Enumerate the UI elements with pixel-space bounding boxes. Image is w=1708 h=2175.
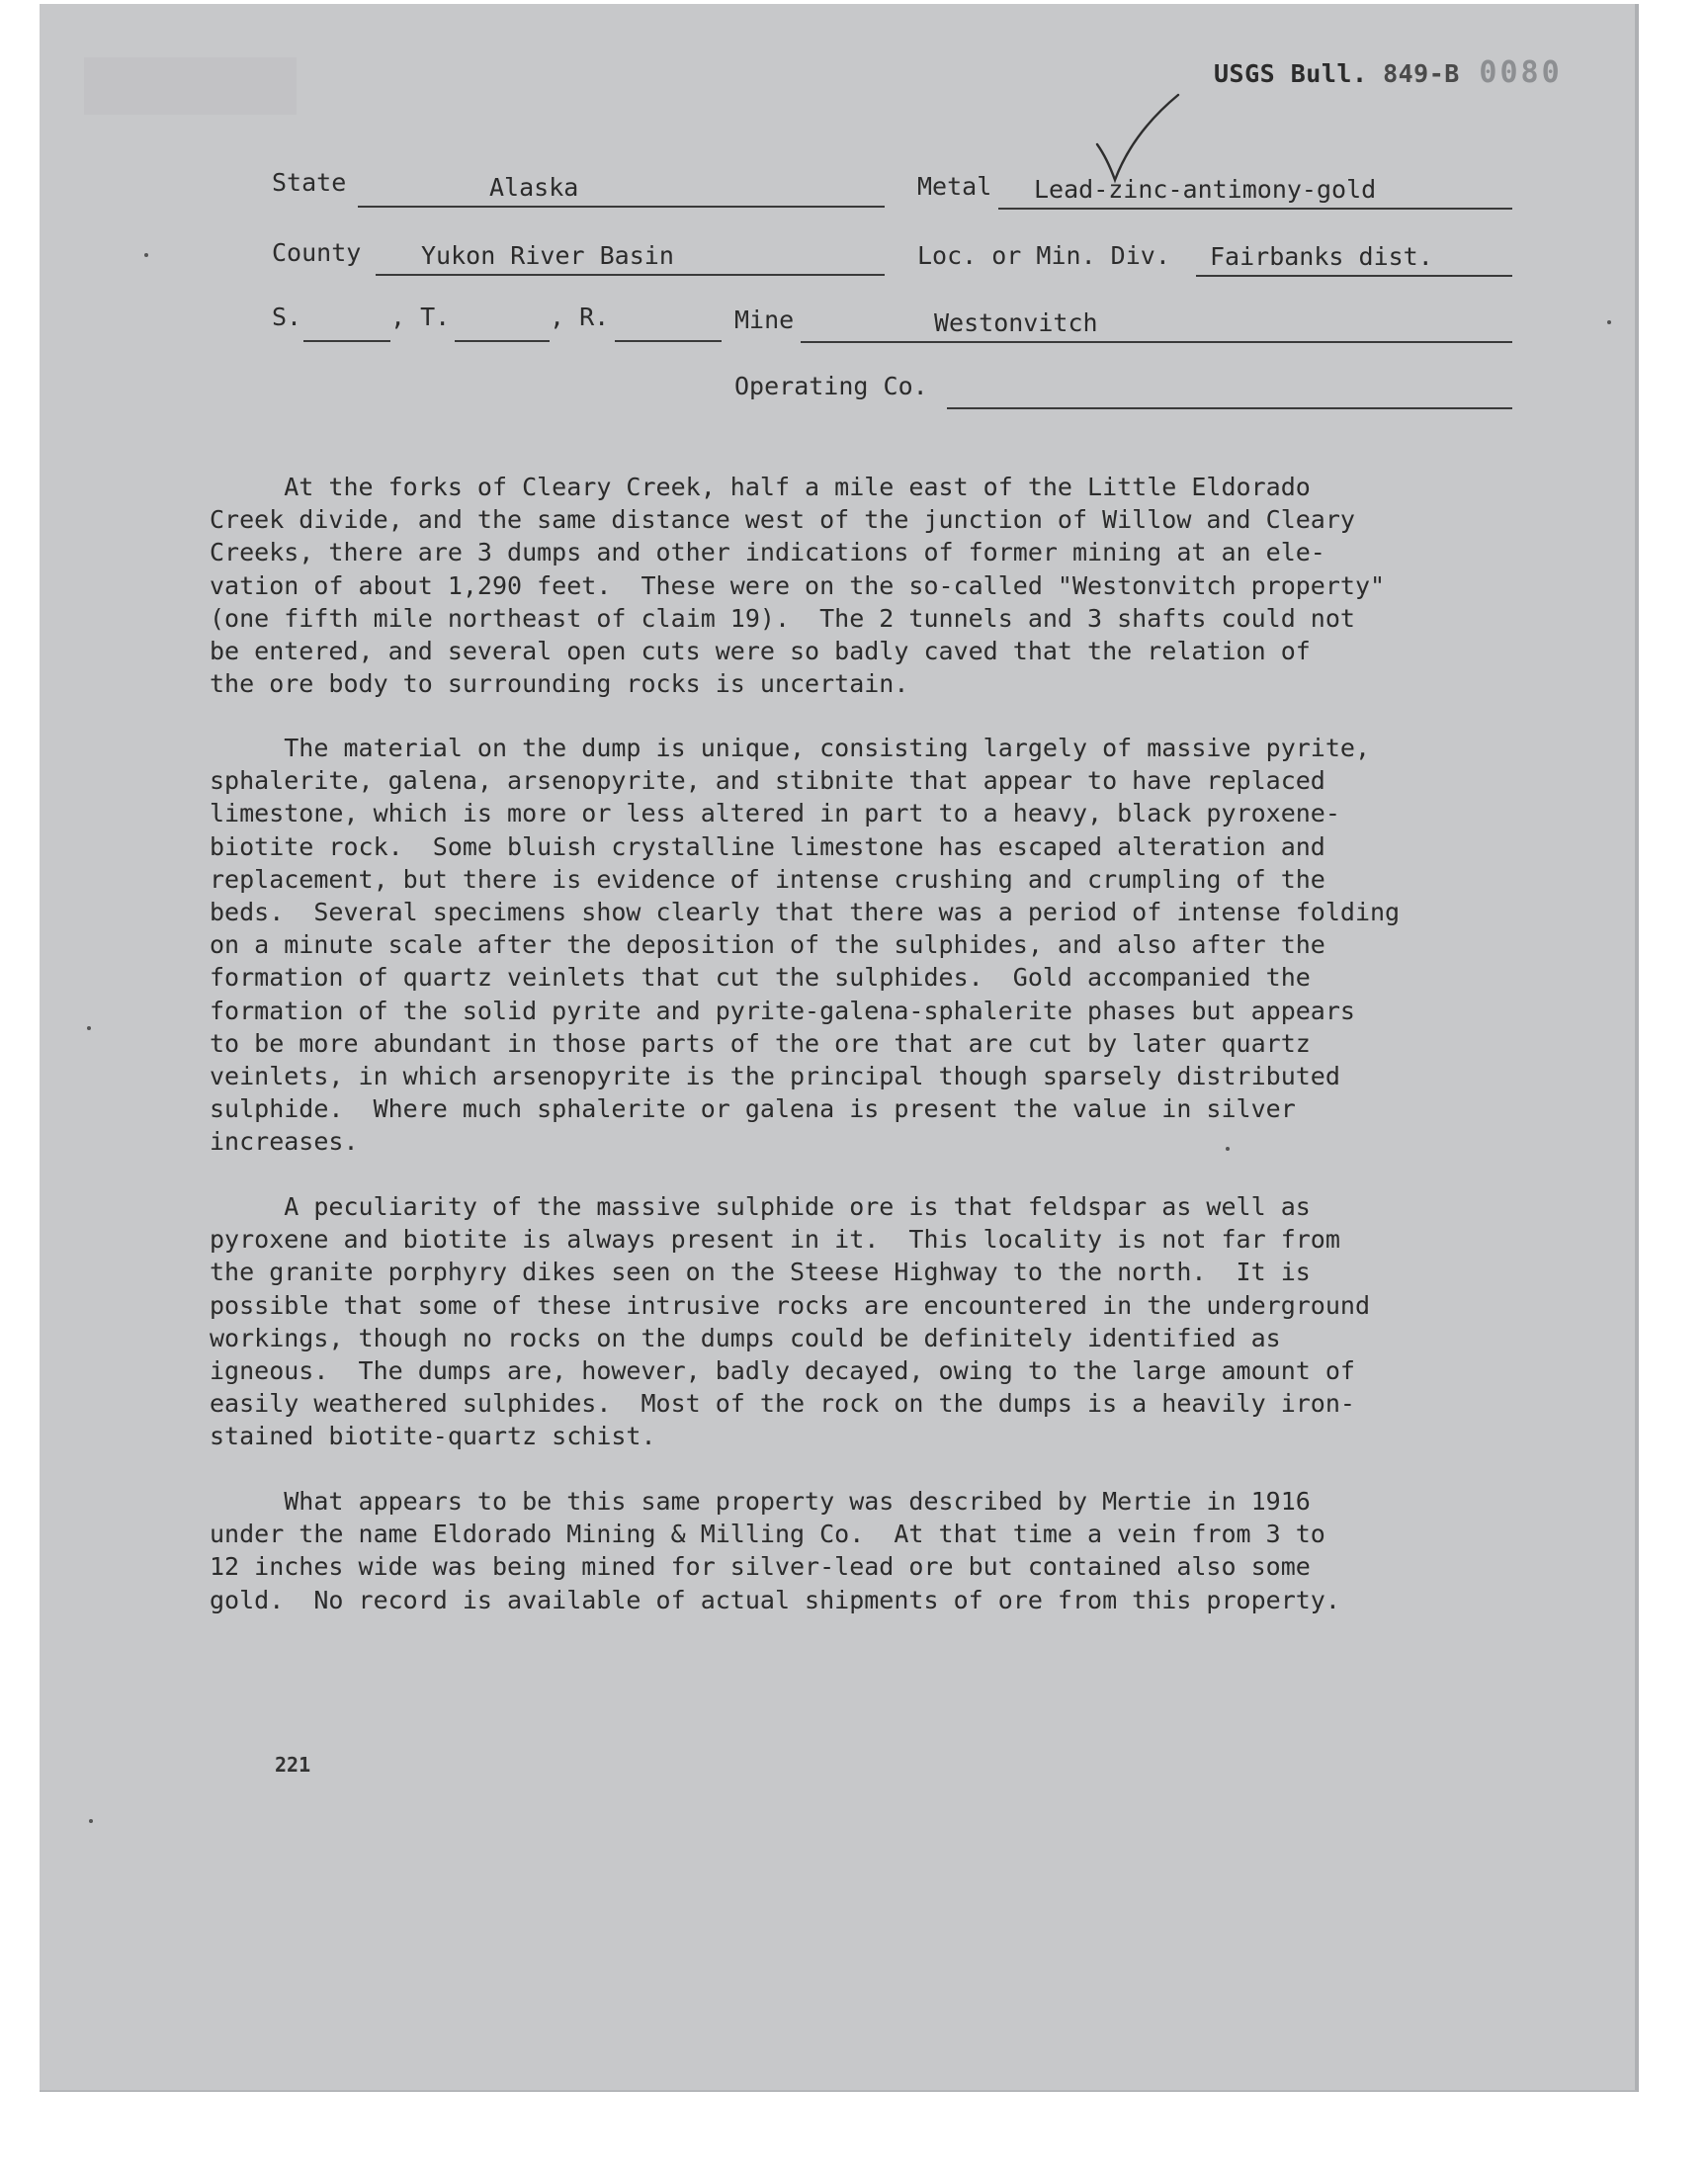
state-label: State (272, 168, 347, 197)
mine-label: Mine (734, 305, 795, 334)
scan-speck (87, 1026, 91, 1030)
scan-speck (89, 1819, 93, 1823)
bulletin-prefix: USGS Bull. (1214, 59, 1368, 88)
state-field (358, 172, 885, 208)
division-label: Loc. or Min. Div. (917, 241, 1170, 270)
county-label: County (272, 238, 362, 267)
paragraph-2: The material on the dump is unique, consisting largely of massive pyrite, sphalerite, galena, arsenopyrite, and stibnite that appear to have replaced limestone, which is more or less altered in part to a heavy, black pyroxene- biotite rock. Some bluish crystalline limestone has escaped alteration and replacement, but there is evidence of intense crushing and crumpling of the beds. Several specimens show clearly that there was a period of intense folding on a minute scale after the deposition of the sulphides, and also after the formation of quartz veinlets that cut the sulphides. Gold accompanied the formation of the solid pyrite and pyrite-galena-sphalerite phases but appears to be more abundant in those parts of the ore that are cut by later quartz veinlets, in which arsenopyrite is the principal though sparsely distributed sulphide. Where much sphalerite or galena is present the value in silver increases. (210, 734, 1401, 1157)
metal-label: Metal (917, 172, 992, 201)
mine-field (801, 307, 1512, 343)
page-number: 221 (275, 1753, 311, 1777)
bulletin-reference (1214, 55, 1563, 90)
bulletin-number: 849-B (1383, 59, 1460, 88)
metal-value: Lead-zinc-antimony-gold (1034, 175, 1377, 204)
mine-value: Westonvitch (934, 308, 1098, 337)
paragraph-4: What appears to be this same property was described by Mertie in 1916 under the name Eldorado Mining & Milling Co. At that time a vein from 3 to 12 inches wide was being mined for silver-lead ore but contained also some gold. No record is available of actual shipments of ore from this property. (210, 1487, 1340, 1614)
serial-number: 0080 (1479, 55, 1563, 90)
township-field (455, 306, 550, 342)
division-value: Fairbanks dist. (1210, 242, 1433, 271)
county-field (376, 240, 885, 276)
range-label: , R. (550, 303, 610, 331)
operating-co-label: Operating Co. (734, 372, 928, 400)
scan-speck (144, 253, 148, 257)
paragraph-1: At the forks of Cleary Creek, half a mile east of the Little Eldorado Creek divide, and the same distance west of the junction of Willow and Cleary Creeks, there are 3 dumps and other indications of former mining at an ele- vation of about 1,290 feet. These were on the so-called "Westonvitch property" (one fifth mile northeast of claim 19). The 2 tunnels and 3 shafts could not be entered, and several open cuts were so badly caved that the relation of the ore body to surrounding rocks is uncertain. (210, 473, 1386, 699)
state-value: Alaska (489, 173, 579, 202)
operating-co-field (947, 374, 1512, 409)
division-field (1196, 241, 1512, 277)
county-value: Yukon River Basin (421, 241, 674, 270)
scan-speck (1226, 1147, 1230, 1151)
section-field (303, 306, 390, 342)
township-label: , T. (390, 303, 451, 331)
section-label: S. (272, 303, 302, 331)
paragraph-3: A peculiarity of the massive sulphide ore is that feldspar as well as pyroxene and biotite is always present in it. This locality is not far from the granite porphyry dikes seen on the Steese Highway to the north. It is possible that some of these intrusive rocks are encountered in the underground workings, though no rocks on the dumps could be definitely identified as igneous. The dumps are, however, badly decayed, owing to the large amount of easily weathered sulphides. Most of the rock on the dumps is a heavily iron- stained biotite-quartz schist. (210, 1192, 1370, 1451)
faded-stamp-mark (84, 57, 297, 115)
range-field (615, 306, 722, 342)
scan-speck (1607, 320, 1611, 324)
metal-field (998, 174, 1512, 210)
